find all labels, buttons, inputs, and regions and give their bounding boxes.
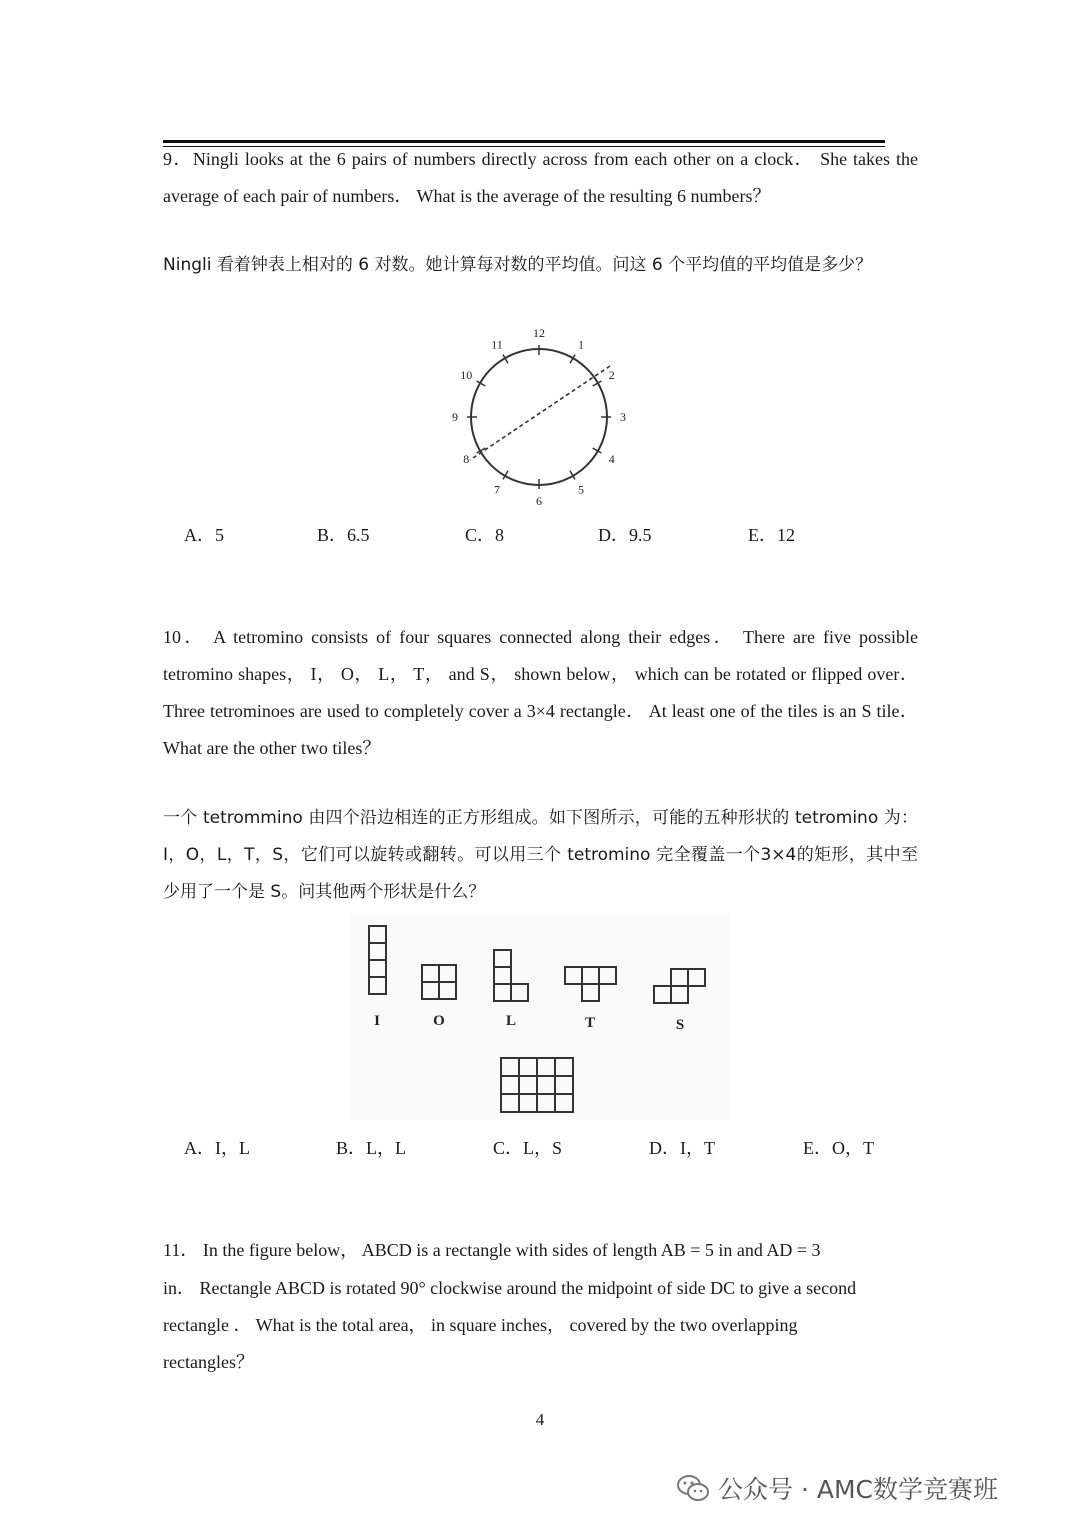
- q10-choice-a[interactable]: A．I，L: [184, 1138, 250, 1158]
- q10-choices: [0, 1134, 1080, 1164]
- clock-number: 12: [533, 326, 545, 340]
- q11-line-4: rectangles？: [163, 1352, 254, 1372]
- clock-figure: [440, 322, 650, 512]
- clock-number: 5: [578, 482, 584, 497]
- page-number: 4: [535, 1410, 545, 1429]
- clock-number: 1: [578, 337, 584, 352]
- shape-label-t: T: [584, 1015, 596, 1031]
- clock-number: 11: [491, 337, 503, 352]
- q10-choice-e[interactable]: E．O，T: [803, 1138, 874, 1158]
- clock-number: 7: [494, 482, 500, 497]
- clock-number: 9: [452, 410, 458, 424]
- q9-choice-d[interactable]: D．9.5: [598, 525, 652, 545]
- q10-choice-d[interactable]: D．I，T: [649, 1138, 715, 1158]
- q11-line-1: 11． In the figure below， ABCD is a rectangle with sides of length AB = 5 in and AD = 3: [163, 1240, 821, 1260]
- q10-choice-c[interactable]: C．L，S: [493, 1138, 563, 1158]
- clock-number: 10: [460, 368, 473, 382]
- q9-choice-c[interactable]: C．8: [465, 525, 505, 545]
- shape-label-l: L: [505, 1013, 517, 1029]
- shape-label-s: S: [675, 1017, 685, 1033]
- shape-label-o: O: [433, 1013, 445, 1029]
- q9-choice-e[interactable]: E．12: [748, 525, 795, 545]
- q9-text-en: 9．Ningli looks at the 6 pairs of numbers directly across from each other on a clock． She takes the average of each pair of numbers． What is the average of the resulting 6 numbers？: [163, 149, 918, 206]
- wechat-icon: [676, 1473, 710, 1503]
- tetromino-figure: [350, 915, 730, 1120]
- q9-choice-a[interactable]: A．5: [184, 525, 224, 545]
- q9-choice-b[interactable]: B．6.5: [317, 525, 370, 545]
- q9-choices: [0, 521, 1080, 551]
- shape-label-i: I: [374, 1013, 380, 1029]
- watermark: [676, 1468, 998, 1508]
- q10-text-cn: 一个 tetrommino 由四个沿边相连的正方形组成。如下图所示，可能的五种形状的 tetromino 为：I，O，L，T，S，它们可以旋转或翻转。可以用三个 tetromino 完全覆盖一个3×4的矩形，其中至少用了一个是 S。问其他两个形状是什么？: [163, 808, 918, 902]
- q11-line-3: rectangle ． What is the total area， in square inches， covered by the two overlapping: [163, 1315, 798, 1335]
- q10-text-en: 10． A tetromino consists of four squares connected along their edges． There are five possible tetromino shapes， I， O， L， T， and S， shown below， which can be rotated or flipped over． Three tetrominoes are used to completely cover a 3×4 rectangle． At least one of the tiles is an S tile． What are the other two tiles？: [163, 627, 918, 758]
- q10-choice-b[interactable]: B．L，L: [336, 1138, 406, 1158]
- clock-number: 3: [620, 410, 626, 424]
- clock-number: 6: [536, 494, 542, 508]
- q11-line-2: in． Rectangle ABCD is rotated 90° clockwise around the midpoint of side DC to give a second: [163, 1278, 857, 1298]
- watermark-text: 公众号 · AMC数学竞赛班: [718, 1475, 998, 1504]
- clock-number: 8: [463, 452, 470, 466]
- clock-number: 4: [608, 452, 615, 466]
- clock-number: 2: [608, 368, 615, 382]
- q9-text-cn: Ningli 看着钟表上相对的 6 对数。她计算每对数的平均值。问这 6 个平均值的平均值是多少？: [163, 255, 873, 275]
